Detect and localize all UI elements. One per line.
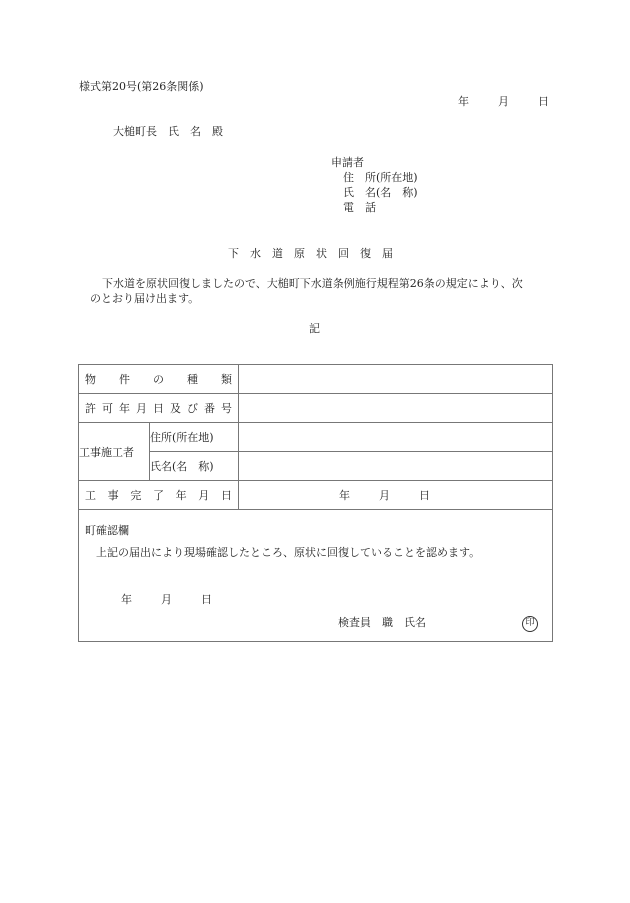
label-contractor-name: 氏名(名 称) xyxy=(150,452,239,481)
report-table xyxy=(78,364,553,642)
header-date xyxy=(458,95,549,109)
table-row xyxy=(79,423,553,452)
value-property-type[interactable] xyxy=(239,365,553,394)
value-permit-date-number[interactable] xyxy=(239,394,553,423)
table-row xyxy=(79,365,553,394)
label-contractor-address: 住所(所在地) xyxy=(150,423,239,452)
applicant-address: 住 所(所在地) xyxy=(343,171,418,184)
label-permit-date-number: 許 可 年 月 日 及 び 番 号 xyxy=(79,394,239,423)
town-confirmation-section xyxy=(79,510,553,642)
label-completion-date: 工 事 完 了 年 月 日 xyxy=(79,481,239,510)
inspector-label: 検査員 職 氏名 xyxy=(338,616,426,629)
confirmation-row xyxy=(79,510,553,642)
date-day: 日 xyxy=(538,95,549,108)
applicant-name: 氏 名(名 称) xyxy=(343,186,418,199)
body-text-line2: のとおり届け出ます。 xyxy=(90,292,200,305)
date-month: 月 xyxy=(498,95,509,108)
table-row xyxy=(79,481,553,510)
body-text-line1: 下水道を原状回復しましたので、大槌町下水道条例施行規程第26条の規定により、次 xyxy=(102,277,523,290)
confirmation-statement: 上記の届出により現場確認したところ、原状に回復していることを認めます。 xyxy=(96,546,481,559)
confirmation-heading: 町確認欄 xyxy=(85,524,129,537)
document-title: 下 水 道 原 状 回 復 届 xyxy=(228,247,393,260)
label-property-type: 物 件 の 種 類 xyxy=(79,365,239,394)
table-row xyxy=(79,452,553,481)
date-year: 年 xyxy=(458,95,469,108)
confirmation-date-fields: 年 月 日 xyxy=(121,593,212,606)
label-contractor: 工事施工者 xyxy=(79,423,150,481)
value-contractor-address[interactable] xyxy=(239,423,553,452)
value-contractor-name[interactable] xyxy=(239,452,553,481)
applicant-title: 申請者 xyxy=(331,156,364,169)
addressee: 大槌町長 氏 名 殿 xyxy=(113,125,223,138)
form-number: 様式第20号(第26条関係) xyxy=(79,80,204,93)
seal-icon: 印 xyxy=(522,615,538,632)
applicant-phone: 電 話 xyxy=(343,201,376,214)
table-row xyxy=(79,394,553,423)
value-completion-date[interactable]: 年 月 日 xyxy=(239,481,553,510)
ki-mark: 記 xyxy=(309,322,320,335)
